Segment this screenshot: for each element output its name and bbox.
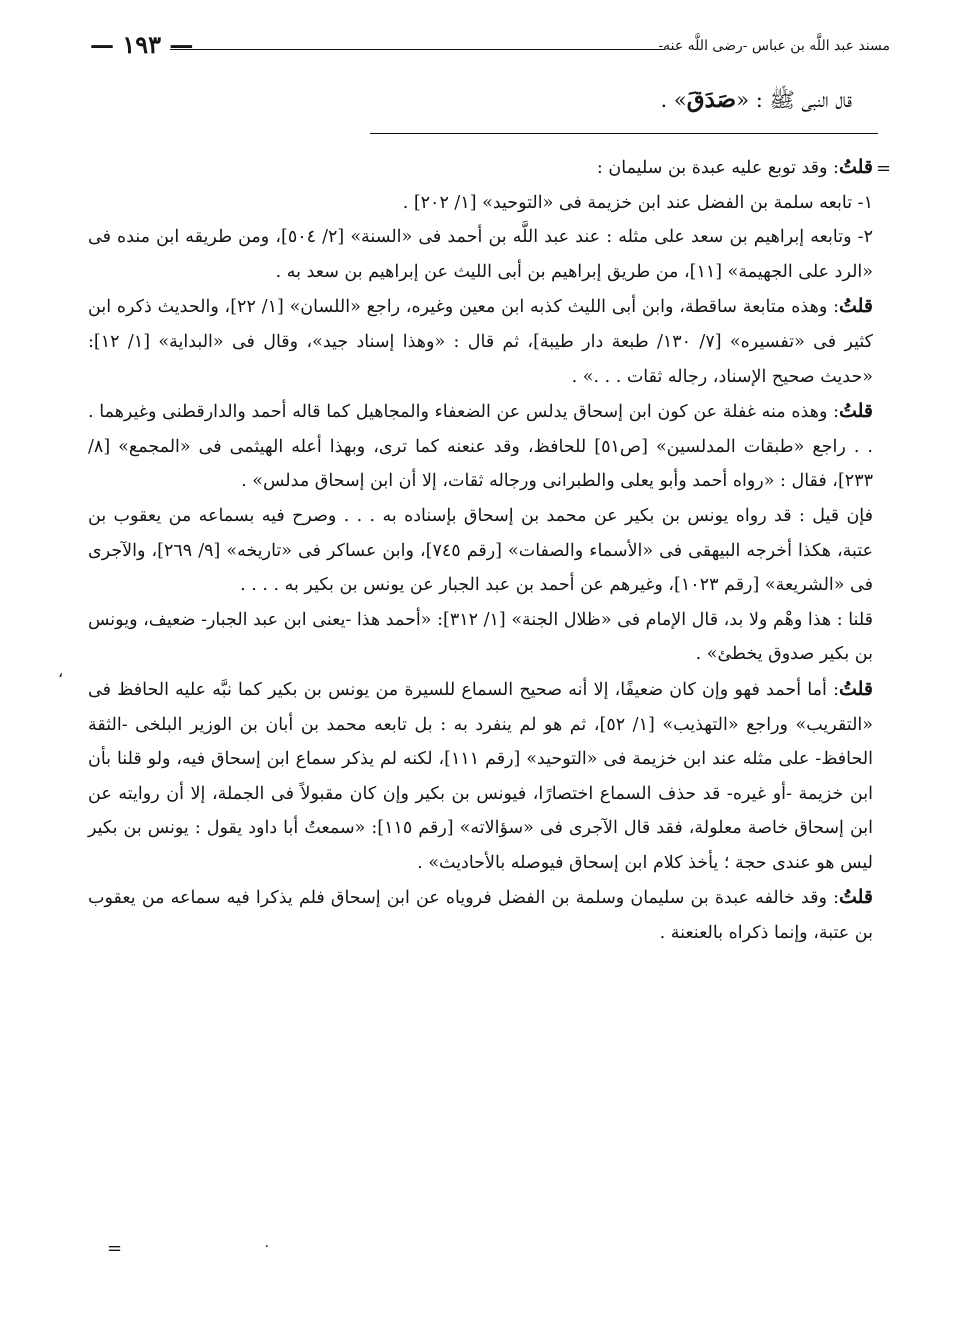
page-header [90, 32, 890, 62]
paragraph-2 [88, 186, 873, 221]
paragraph-text: : أما أحمد فهو وإن كان ضعيفًا، إلا أنه صحيح السماع للسيرة من يونس بن بكير كما نبَّه عليه الحافظ فى «التقريب» وراجع «التهذيب» [١/ ٥٢]، ثم هو لم ينفرد به : بل تابعه محمد بن أبان بن الوزير البلخى -الثقة الحافظ- على مثله عند ابن خزيمة فى «التوحيد» [رقم ١١١]، لكنه لم يذكر سماع ابن إسحاق فيه، ولو قلنا بأن ابن خزيمة -أو غيره- قد حذف السماع اختصارًا، فيونس بن بكير وإن كان مقبولاً فى الجملة، إلا أن روايته عن ابن إسحاق خاصة معلولة، فقد قال الآجرى فى «سؤالاته» [رقم ١١٥]: «سمعتُ أبا داود يقول : يونس بن بكير ليس هو عندى حجة ؛ يأخذ كلام ابن إسحاق فيوصله بالأحاديث» . [88, 679, 873, 873]
paragraph-3 [88, 220, 873, 289]
paragraph-text: : وقد خالفه عبدة بن سليمان وسلمة بن الفضل فروياه عن ابن إسحاق فلم يذكرا فيه سماعه من يعقوب بن عتبة، وإنما ذكراه بالعنعنة . [88, 888, 873, 944]
margin-comma-mark: ، [58, 662, 64, 681]
paragraph-text: ٢- وتابعه إبراهيم بن سعد على مثله : عند عبد اللَّه بن أحمد فى «السنة» [٢/ ٥٠٤]، ومن طريقه ابن منده فى «الرد على الجهيمة» [١١]، من طريق إبراهيم بن أبى الليث عن إبراهيم بن سعد به . [88, 227, 873, 282]
header-rule [170, 49, 665, 50]
running-head: مسند عبد اللَّه بن عباس -رضى اللَّه عنه- [658, 38, 890, 54]
qult-lead: قلتُ [838, 156, 873, 178]
hadith-suffix: » . [660, 88, 687, 112]
paragraph-4 [88, 289, 873, 394]
qult-lead: قلتُ [838, 886, 873, 909]
qult-lead: قلتُ [838, 295, 873, 318]
continuation-mark-top: = [876, 158, 892, 179]
paragraph-text: : وقد توبع عليه عبدة بن سليمان : [596, 158, 839, 178]
paragraph-9 [88, 880, 873, 950]
paragraph-7 [88, 603, 873, 672]
footnote-separator [370, 133, 878, 134]
paragraph-text: : وهذه متابعة ساقطة، وابن أبى الليث كذبه ابن معين وغيره، راجع «اللسان» [١/ ٢٢]، والحديث ذكره ابن كثير فى «تفسيره» [٧/ ١٣٠/ طبعة دار طيبة]، ثم قال : «وهذا إسناد جيد»، وقال فى «البداية» [١/ ١٢]: «حديث صحيح الإسناد، رجاله ثقات . . .» . [88, 297, 873, 387]
paragraph-8 [88, 672, 873, 881]
paragraph-text: فإن قيل : قد رواه يونس بن بكير عن محمد بن إسحاق بإسناده به . . . وصرح فيه بسماعه من يعقوب بن عتبة، هكذا أخرجه البيهقى فى «الأسماء والصفات» [رقم ٧٤٥]، وابن عساكر فى «تاريخه» [٩/ ٢٦٩]، والآجرى فى «الشريعة» [رقم ١٠٢٣]، وغيرهم عن أحمد بن عبد الجبار عن يونس بن بكير به . . . . [88, 505, 874, 596]
paragraph-1 [88, 150, 873, 186]
hadith-continuation [661, 86, 852, 118]
paragraph-text: ١- تابعه سلمة بن الفضل عند ابن خزيمة فى «التوحيد» [١/ ٢٠٢] . [402, 192, 873, 213]
continuation-mark-bottom: = [107, 1238, 123, 1259]
paragraph-text: : وهذه منه غفلة عن كون ابن إسحاق يدلس عن الضعفاء والمجاهيل كما قاله أحمد والدارقطنى وغيرهما . . . راجع «طبقات المدلسين» [ص٥١] للحافظ، وقد عنعنه كما ترى، وبهذا أعله الهيثمى فى «المجمع» [٨/ ٢٣٣]، فقال : «رواه أحمد وأبو يعلى والطبرانى ورجاله ثقات، إلا أن ابن إسحاق مدلس» . [88, 402, 873, 492]
hadith-word: صَدَقَ [686, 86, 737, 113]
paragraph-5 [88, 394, 873, 499]
page-number-value: ١٩٣ [122, 30, 162, 59]
bottom-dot-mark: ٠ [263, 1238, 271, 1254]
hadith-prefix: قال النبى ﷺ : « [736, 88, 852, 112]
paragraph-text: قلنا : هذا وهْم ولا بد، قال الإمام فى «ظلال الجنة» [١/ ٣١٢]: «أحمد هذا -يعنى ابن عبد الجبار- ضعيف، ويونس بن بكير صدوق يخطئ» . [88, 609, 873, 665]
qult-lead: قلتُ [838, 400, 873, 423]
commentary-body [88, 150, 873, 951]
paragraph-6 [88, 499, 873, 603]
page-number: — ١٩٣ — [90, 30, 194, 59]
qult-lead: قلتُ [838, 677, 873, 700]
